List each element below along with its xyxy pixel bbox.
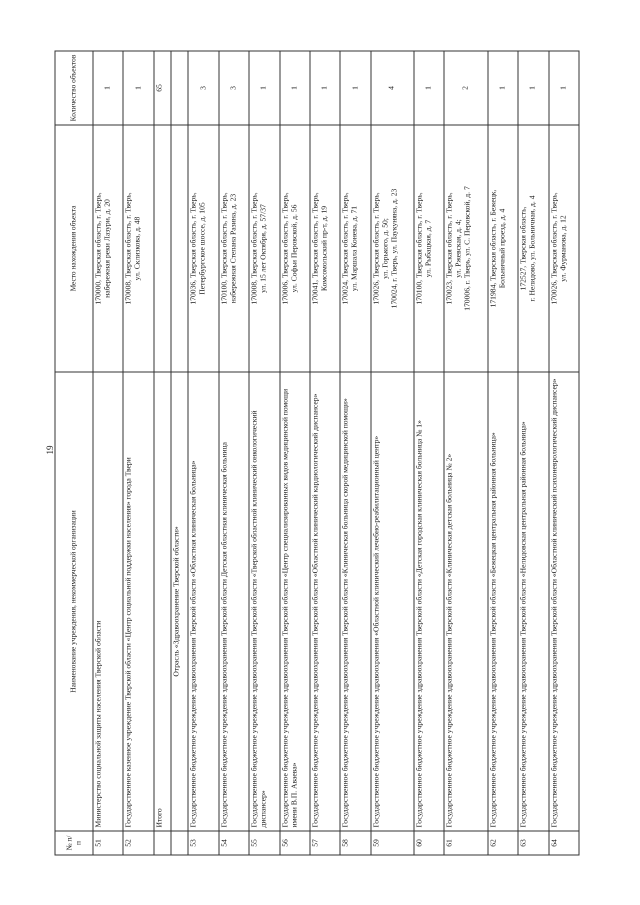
row-address <box>371 125 414 372</box>
table-row <box>549 51 579 855</box>
header-address: Место нахождения объекта <box>55 125 93 372</box>
table-row <box>488 51 518 855</box>
row-name: Государственное бюджетное учреждение здравоохранения Тверской области «Областной клинический кардиологический диспансер» <box>310 372 340 831</box>
row-count: 1 <box>93 51 123 125</box>
table-row <box>414 51 444 855</box>
row-count: 3 <box>219 51 249 125</box>
address-line: ул. Ржевская, д. 4; <box>453 219 463 278</box>
row-count: 1 <box>249 51 279 125</box>
row-number: 58 <box>340 831 370 855</box>
row-address <box>310 125 340 372</box>
address-line: 170024, Тверская область, г. Тверь, <box>340 192 350 305</box>
row-count: 1 <box>310 51 340 125</box>
address-line: 170023, Тверская область, г. Тверь, <box>444 192 454 305</box>
row-number: 52 <box>123 831 153 855</box>
table-row <box>518 51 548 855</box>
address-line: г. Нелидово, ул. Больничная, д. 4 <box>527 195 537 302</box>
row-address <box>123 125 153 372</box>
address-line: 170008, Тверская область, г. Тверь, <box>249 192 259 305</box>
row-number: 57 <box>310 831 340 855</box>
table-row <box>340 51 370 855</box>
row-name: Государственное бюджетное учреждение здравоохранения Тверской области «Областной клинический психоневрологический диспансер» <box>549 372 579 831</box>
row-name: Государственное бюджетное учреждение здравоохранения Тверской области «Нелидовская центральная районная больница» <box>518 372 548 831</box>
total-row <box>154 51 171 855</box>
row-address <box>488 125 518 372</box>
row-address <box>280 125 310 372</box>
row-name: Государственное бюджетное учреждение здравоохранения Тверской области «Детская городская клиническая больница № 1» <box>414 372 444 831</box>
row-number: 54 <box>219 831 249 855</box>
row-count: 2 <box>444 51 487 125</box>
row-address <box>444 125 487 372</box>
header-name: Наименование учреждения, некоммерческой организации <box>55 372 93 831</box>
row-address <box>93 125 123 372</box>
section-num-cell <box>171 831 188 855</box>
row-count: 1 <box>123 51 153 125</box>
table-row <box>371 51 414 855</box>
row-number: 61 <box>444 831 487 855</box>
row-name: Государственное бюджетное учреждение здравоохранения «Областной клинический лечебно-реабилитационный центр» <box>371 372 414 831</box>
table-row <box>249 51 279 855</box>
total-label: Итого <box>154 372 171 831</box>
row-address <box>219 125 249 372</box>
row-name: Государственное бюджетное учреждение здравоохранения Тверской области «Клиническая детская больница № 2» <box>444 372 487 831</box>
address-line: Комсомольский пр-т, д. 19 <box>319 205 329 292</box>
table-row <box>123 51 153 855</box>
row-count: 1 <box>549 51 579 125</box>
row-count: 3 <box>188 51 218 125</box>
row-name: Государственное бюджетное учреждение здравоохранения Тверской области «Клиническая больница скорой медицинской помощи» <box>340 372 370 831</box>
row-number: 63 <box>518 831 548 855</box>
row-count: 1 <box>414 51 444 125</box>
row-address <box>549 125 579 372</box>
row-name: Министерство социальной защиты населения Тверской области <box>93 372 123 831</box>
table-row <box>219 51 249 855</box>
total-count: 65 <box>154 51 171 125</box>
row-name: Государственное казенное учреждение Тверской области «Центр социальной поддержки населения» города Твери <box>123 372 153 831</box>
row-name: Государственное бюджетное учреждение здравоохранения Тверской области «Бежецкая центральная районная больница» <box>488 372 518 831</box>
table-row <box>444 51 487 855</box>
section-address-cell <box>171 125 188 372</box>
section-title: Отрасль «Здравоохранение Тверской области» <box>171 372 188 831</box>
table-row <box>93 51 123 855</box>
address-line: 170036, Тверская область, г. Тверь, <box>188 192 198 305</box>
row-name: Государственное бюджетное учреждение здравоохранения Тверской области «Центр специализированных видов медицинской помощи имени В.П. Аваева» <box>280 372 310 831</box>
address-line: набережная реки Лазури, д. 20 <box>102 199 112 298</box>
total-address-cell <box>154 125 171 372</box>
row-number: 64 <box>549 831 579 855</box>
address-line: Петербургское шоссе, д. 105 <box>197 202 207 295</box>
address-line: 170006, г. Тверь, ул. С. Перовской, д. 7 <box>462 186 472 311</box>
section-count-cell <box>171 51 188 125</box>
header-row <box>55 51 93 855</box>
row-number: 60 <box>414 831 444 855</box>
address-line: 170000, Тверская область, г. Тверь, <box>93 192 103 305</box>
address-line: 170008, Тверская область, г. Тверь, <box>123 192 133 305</box>
address-line: 170006, Тверская область, г. Тверь, <box>280 192 290 305</box>
header-num: № п/п <box>55 831 93 855</box>
row-count: 1 <box>340 51 370 125</box>
row-number: 62 <box>488 831 518 855</box>
table-row <box>280 51 310 855</box>
document-table-container <box>55 51 580 856</box>
address-line: ул. Софьи Перовской, д. 56 <box>289 204 299 293</box>
row-name: Государственное бюджетное учреждение здравоохранения Тверской области Детская областная клиническая больница <box>219 372 249 831</box>
header-count: Количество объектов <box>55 51 93 125</box>
table-row <box>310 51 340 855</box>
address-line: 170100, Тверская область, г. Тверь, <box>219 192 229 305</box>
row-count: 1 <box>488 51 518 125</box>
address-line: 170024, г. Тверь, ул. Паукуняна, д. 23 <box>389 188 399 309</box>
address-line: ул. Склизкова, д. 48 <box>132 216 142 281</box>
row-number: 51 <box>93 831 123 855</box>
row-number: 55 <box>249 831 279 855</box>
row-address <box>340 125 370 372</box>
address-line: ул. Фурманова, д. 12 <box>558 215 568 282</box>
row-name: Государственное бюджетное учреждение здравоохранения Тверской области «Областная клиническая больница» <box>188 372 218 831</box>
address-line: 172527, Тверская область, <box>518 206 528 291</box>
row-name: Государственное бюджетное учреждение здравоохранения Тверской области «Тверской областной клинический онкологический диспансер» <box>249 372 279 831</box>
row-number: 56 <box>280 831 310 855</box>
address-line: ул. Маршала Конева, д. 71 <box>349 205 359 292</box>
table-row <box>188 51 218 855</box>
address-line: ул. Горького, д. 50; <box>380 218 390 279</box>
row-address <box>249 125 279 372</box>
row-address <box>518 125 548 372</box>
row-number: 59 <box>371 831 414 855</box>
address-line: Больничный проезд, д. 4 <box>497 208 507 289</box>
address-line: 171984, Тверская область, г. Бежецк, <box>488 189 498 308</box>
address-line: 170026, Тверская область, г. Тверь, <box>371 192 381 305</box>
row-address <box>188 125 218 372</box>
address-line: 170100, Тверская область, г. Тверь, <box>414 192 424 305</box>
address-line: ул. 15 лет Октября, д. 57/37 <box>258 204 268 293</box>
row-count: 1 <box>518 51 548 125</box>
section-row <box>171 51 188 855</box>
page-number: 19 <box>45 445 55 455</box>
address-line: ул. Рыбацкая, д. 7 <box>423 219 433 278</box>
objects-table <box>55 51 580 856</box>
row-count: 4 <box>371 51 414 125</box>
address-line: 170041, Тверская область, г. Тверь, <box>310 192 320 305</box>
row-count: 1 <box>280 51 310 125</box>
address-line: набережная Степана Разина, д. 23 <box>228 193 238 304</box>
total-num-cell <box>154 831 171 855</box>
row-address <box>414 125 444 372</box>
row-number: 53 <box>188 831 218 855</box>
address-line: 170026, Тверская область, г. Тверь, <box>549 192 559 305</box>
